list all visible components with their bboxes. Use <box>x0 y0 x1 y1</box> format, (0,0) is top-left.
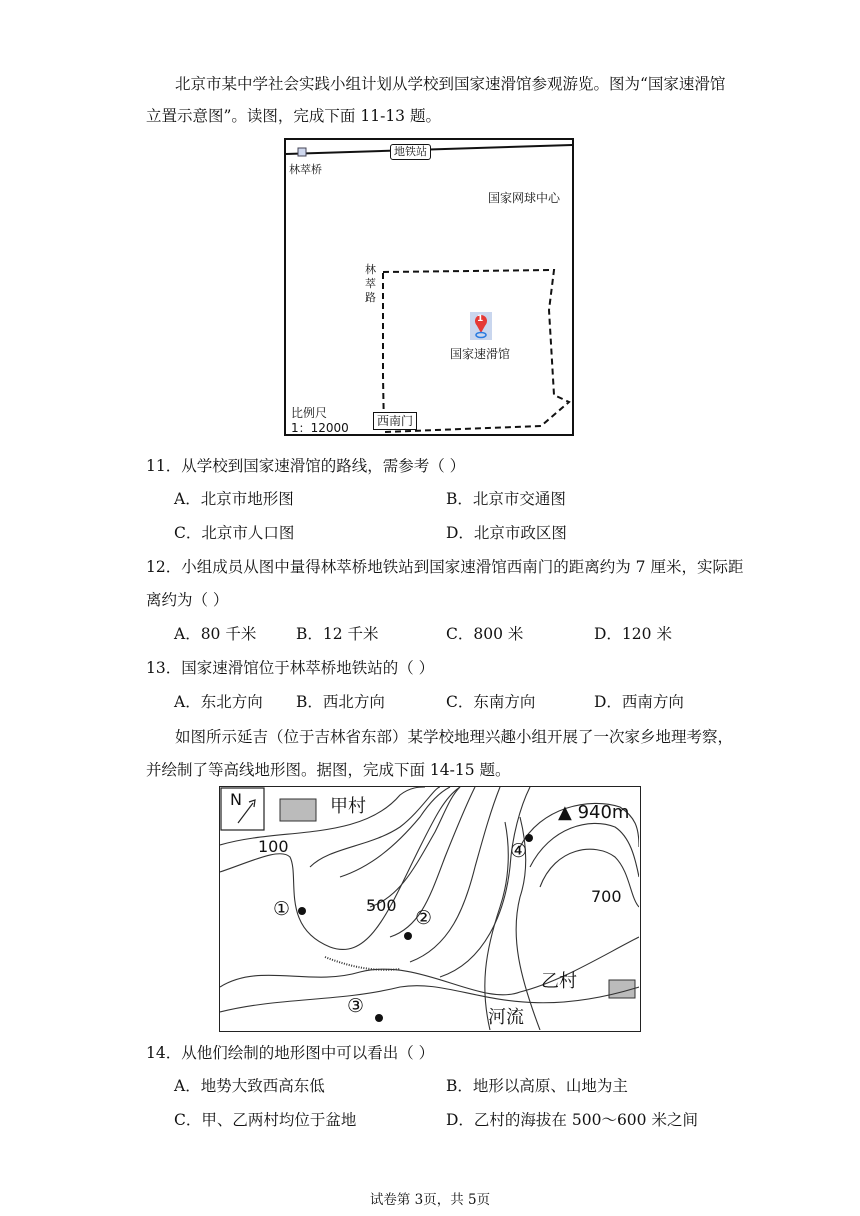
point-2-label: ② <box>415 907 433 929</box>
scale-value: 1：12000 <box>291 421 349 435</box>
contour-map <box>219 786 641 1032</box>
cliff-symbol <box>325 957 400 970</box>
q14-option-a: A．地势大致西高东低 <box>174 1077 325 1095</box>
venue-map-drawing <box>286 140 572 434</box>
point-1-label: ① <box>273 898 291 920</box>
q11-stem: 11．从学校到国家速滑馆的路线，需参考（ ） <box>146 457 466 475</box>
southwest-gate-label: 西南门 <box>373 412 417 430</box>
page-footer: 试卷第 3页，共 5页 <box>369 1192 491 1208</box>
road-label: 林 萃 路 <box>365 263 376 304</box>
q14-stem: 14．从他们绘制的地形图中可以看出（ ） <box>146 1044 435 1062</box>
q13-option-d: D．西南方向 <box>594 693 684 711</box>
north-label: N <box>230 790 242 809</box>
q11-option-d: D．北京市政区图 <box>446 524 567 542</box>
intro1-line1: 北京市某中学社会实践小组计划从学校到国家速滑馆参观游览。图为“国家速滑馆 <box>175 75 726 93</box>
intro2-line2: 并绘制了等高线地形图。据图，完成下面 14-15 题。 <box>146 761 511 779</box>
point-4-label: ④ <box>510 840 528 862</box>
contour-100-label: 100 <box>258 837 289 856</box>
linchuiqiao-label: 林萃桥 <box>289 163 322 176</box>
q12-option-a: A．80 千米 <box>174 625 257 643</box>
point-1-dot <box>298 907 306 915</box>
intro2-line1: 如图所示延吉（位于吉林省东部）某学校地理兴趣小组开展了一次家乡地理考察， <box>175 728 734 746</box>
q12-option-c: C．800 米 <box>446 625 524 643</box>
river-label: 河流 <box>488 1007 524 1028</box>
jia-village-label: 甲村 <box>330 796 366 817</box>
venue-location-map <box>284 138 574 436</box>
metro-station-label: 地铁站 <box>390 144 431 160</box>
venue-label: 国家速滑馆 <box>450 347 511 361</box>
yi-village-label: 乙村 <box>541 971 577 992</box>
point-2-dot <box>404 932 412 940</box>
q13-option-c: C．东南方向 <box>446 693 536 711</box>
q13-option-a: A．东北方向 <box>174 693 263 711</box>
q13-stem: 13．国家速滑馆位于林萃桥地铁站的（ ） <box>146 659 435 677</box>
point-3-dot <box>375 1014 383 1022</box>
jia-village-marker <box>280 799 316 821</box>
station-marker-icon <box>298 148 306 156</box>
q14-option-c: C．甲、乙两村均位于盆地 <box>174 1111 357 1129</box>
intro1-line2: 立置示意图”。读图，完成下面 11-13 题。 <box>146 107 441 125</box>
contour-700-label: 700 <box>591 887 622 906</box>
q11-option-c: C．北京市人口图 <box>174 524 295 542</box>
q13-option-b: B．西北方向 <box>296 693 385 711</box>
q11-option-a: A．北京市地形图 <box>174 490 294 508</box>
q14-option-d: D．乙村的海拔在 500～600 米之间 <box>446 1111 698 1129</box>
q12-stem-line1: 12．小组成员从图中量得林萃桥地铁站到国家速滑馆西南门的距离约为 7 厘米，实际距 <box>146 558 744 576</box>
q14-option-b: B．地形以高原、山地为主 <box>446 1077 628 1095</box>
pin-number: 1 <box>477 314 484 324</box>
q12-option-b: B．12 千米 <box>296 625 379 643</box>
q11-option-b: B．北京市交通图 <box>446 490 566 508</box>
q12-option-d: D．120 米 <box>594 625 672 643</box>
north-box <box>221 788 264 830</box>
tennis-center-label: 国家网球中心 <box>488 191 561 205</box>
peak-label: ▲ 940m <box>558 802 630 823</box>
point-3-label: ③ <box>347 995 365 1017</box>
q12-stem-line2: 离约为（ ） <box>146 591 229 609</box>
contour-500-label: 500 <box>366 896 397 915</box>
scale-label: 比例尺 <box>291 406 328 420</box>
